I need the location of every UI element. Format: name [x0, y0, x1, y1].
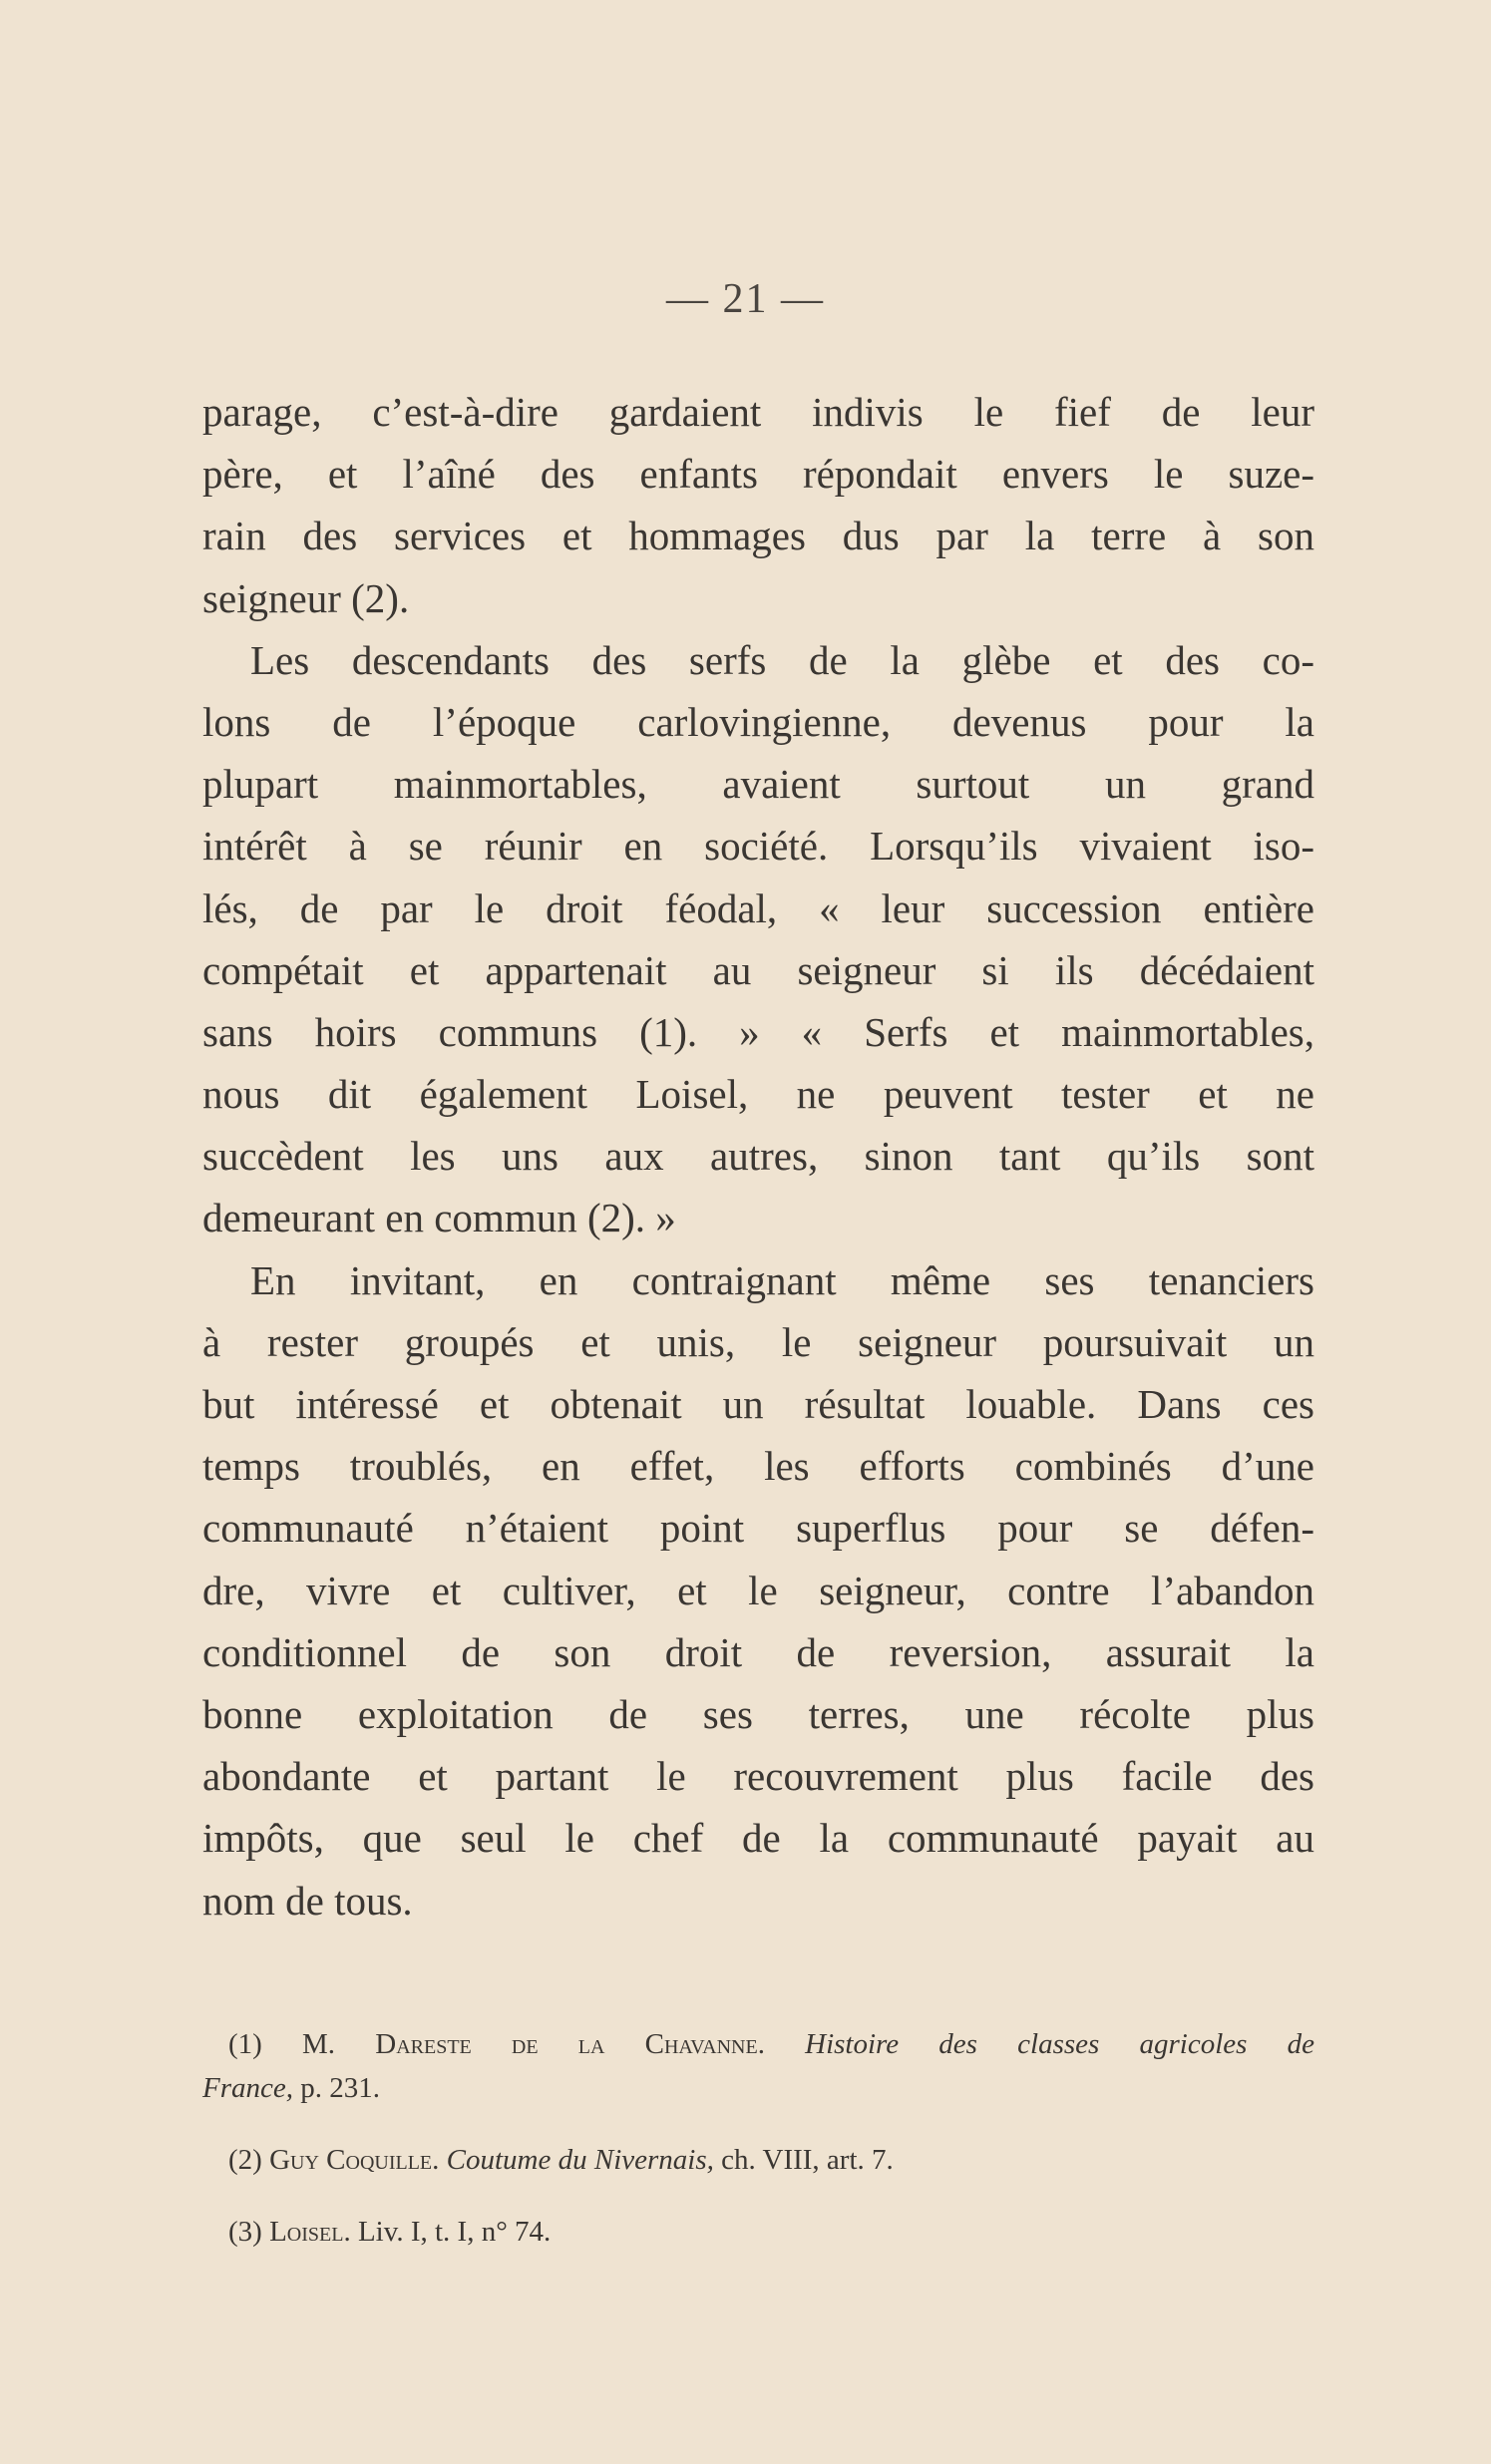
body-line: à rester groupés et unis, le seigneur poursuivait un — [202, 1318, 1314, 1365]
body-line: temps troublés, en effet, les efforts combinés d’une — [202, 1443, 1314, 1490]
body-line: abondante et partant le recouvrement plus facile des — [202, 1753, 1314, 1800]
footnote-number: (3) — [228, 2216, 262, 2248]
footnote-page: p. 231. — [300, 2072, 380, 2104]
body-line: En invitant, en contraignant même ses tenanciers — [250, 1256, 1314, 1303]
body-line: sans hoirs communs (1). » « Serfs et mainmortables, — [202, 1008, 1314, 1055]
body-line: demeurant en commun (2). » — [202, 1195, 676, 1241]
body-line: seigneur (2). — [202, 574, 410, 621]
body-line: communauté n’étaient point superflus pour se défen- — [202, 1505, 1314, 1552]
footnote-reference: Liv. I, t. I, n° 74. — [357, 2216, 552, 2248]
footnote-2 — [202, 2138, 1314, 2182]
footnote-author: Dareste de la Chavanne. — [375, 2028, 765, 2060]
footnote-title: Coutume du Nivernais, — [446, 2144, 714, 2176]
body-line: succèdent les uns aux autres, sinon tant qu’ils sont — [202, 1133, 1314, 1180]
body-line: conditionnel de son droit de reversion, assurait la — [202, 1628, 1314, 1675]
body-line: intérêt à se réunir en société. Lorsqu’ils vivaient iso- — [202, 823, 1314, 870]
body-line: Les descendants des serfs de la glèbe et des co- — [250, 636, 1314, 683]
footnote-author: Loisel. — [269, 2216, 351, 2248]
body-line: père, et l’aîné des enfants répondait envers le suze- — [202, 451, 1314, 498]
body-line: bonne exploitation de ses terres, une récolte plus — [202, 1690, 1314, 1737]
body-line: nous dit également Loisel, ne peuvent tester et ne — [202, 1071, 1314, 1118]
footnote-title: Histoire des classes agricoles de — [805, 2028, 1314, 2060]
footnote-title: France, — [202, 2072, 293, 2104]
body-line: lés, de par le droit féodal, « leur succession entière — [202, 884, 1314, 931]
footnote-reference: ch. VIII, art. 7. — [721, 2144, 894, 2176]
body-line: compétait et appartenait au seigneur si ils décédaient — [202, 946, 1314, 993]
body-line: plupart mainmortables, avaient surtout un grand — [202, 761, 1314, 808]
body-line: lons de l’époque carlovingienne, devenus pour la — [202, 698, 1314, 745]
footnote-author-prefix: M. — [302, 2028, 336, 2060]
footnote-number: (2) — [228, 2144, 262, 2176]
footnote-1 — [202, 2022, 1314, 2066]
body-line: but intéressé et obtenait un résultat louable. Dans ces — [202, 1381, 1314, 1427]
footnote-3 — [202, 2210, 1314, 2254]
body-line: nom de tous. — [202, 1877, 413, 1924]
body-line: rain des services et hommages dus par la terre à son — [202, 513, 1314, 559]
footnote-author: Guy Coquille. — [269, 2144, 440, 2176]
body-line: dre, vivre et cultiver, et le seigneur, contre l’abandon — [202, 1567, 1314, 1613]
body-line: parage, c’est-à-dire gardaient indivis le fief de leur — [202, 389, 1314, 435]
footnote-1-continued — [202, 2066, 1314, 2110]
body-line: impôts, que seul le chef de la communauté payait au — [202, 1815, 1314, 1862]
body-text — [202, 381, 1314, 1932]
footnotes — [202, 2022, 1314, 2254]
footnote-number: (1) — [228, 2028, 262, 2060]
page-number: — 21 — — [666, 276, 825, 322]
